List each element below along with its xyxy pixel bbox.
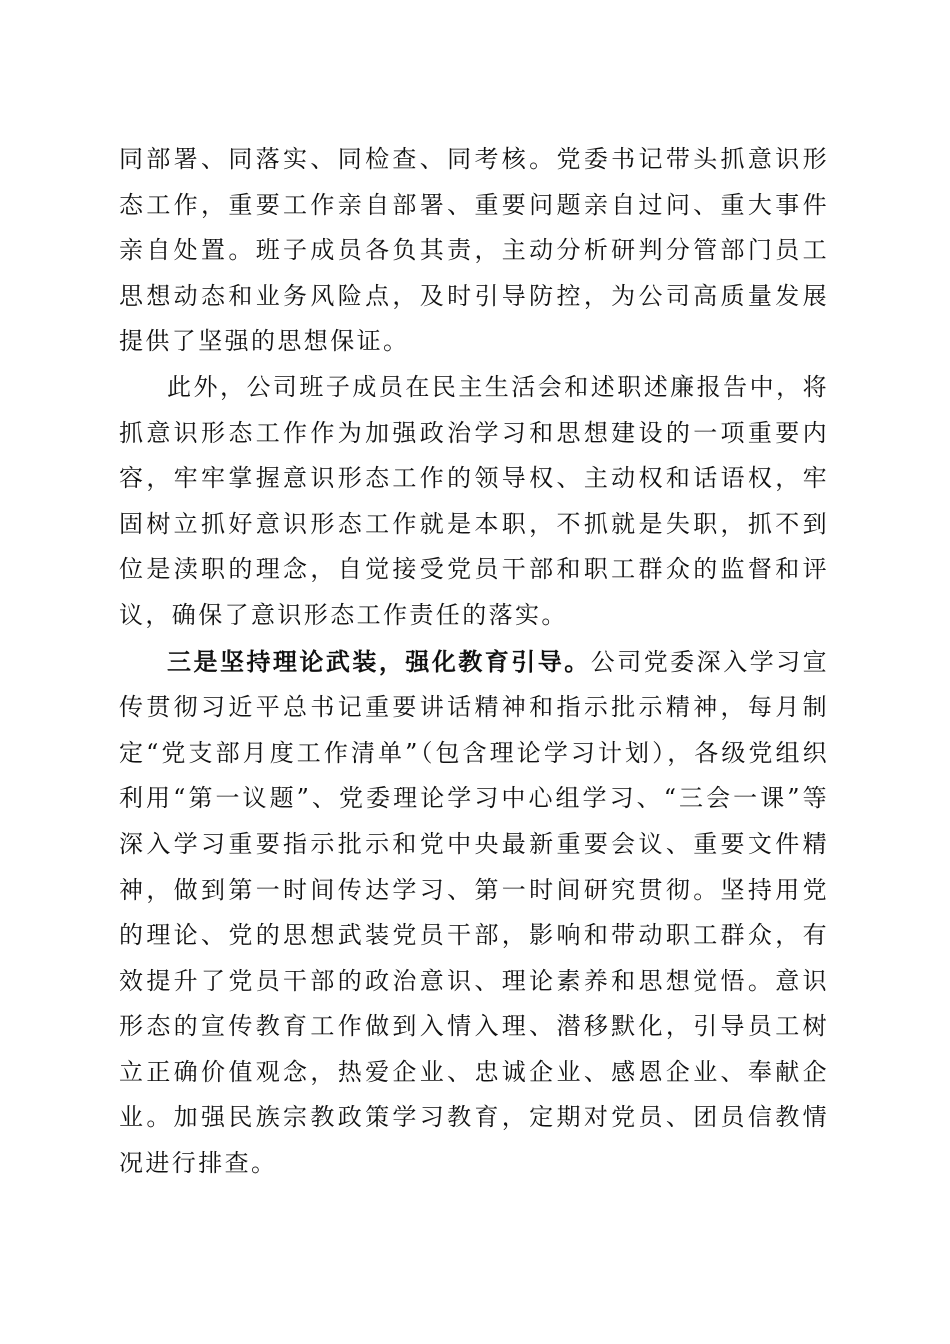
- paragraph-continuation: [119, 137, 829, 365]
- paragraph-theory-education: [119, 639, 829, 1187]
- paragraph-lead-heading: 三是坚持理论武装，强化教育引导。: [167, 646, 591, 676]
- paragraph-text: 公司党委深入学习宣传贯彻习近平总书记重要讲话精神和指示批示精神，每月制定“党支部月度工作清单”（包含理论学习计划），各级党组织利用“第一议题”、党委理论学习中心组学习、“三会一课”等深入学习重要指示批示和党中央最新重要会议、重要文件精神，做到第一时间传达学习、第一时间研究贯彻。坚持用党的理论、党的思想武装党员干部，影响和带动职工群众，有效提升了党员干部的政治意识、理论素养和思想觉悟。意识形态的宣传教育工作做到入情入理、潜移默化，引导员工树立正确价值观念，热爱企业、忠诚企业、感恩企业、奉献企业。加强民族宗教政策学习教育，定期对党员、团员信教情况进行排查。: [119, 647, 829, 1178]
- document-body: [119, 137, 829, 1187]
- paragraph-text: 此外，公司班子成员在民主生活会和述职述廉报告中，将抓意识形态工作作为加强政治学习和思想建设的一项重要内容，牢牢掌握意识形态工作的领导权、主动权和话语权，牢固树立抓好意识形态工作就是本职，不抓就是失职，抓不到位是渎职的理念，自觉接受党员干部和职工群众的监督和评议，确保了意识形态工作责任的落实。: [119, 372, 829, 629]
- paragraph-text: 同部署、同落实、同检查、同考核。党委书记带头抓意识形态工作，重要工作亲自部署、重要问题亲自过问、重大事件亲自处置。班子成员各负其责，主动分析研判分管部门员工思想动态和业务风险点，及时引导防控，为公司高质量发展提供了坚强的思想保证。: [119, 145, 829, 356]
- paragraph-additionally: [119, 365, 829, 639]
